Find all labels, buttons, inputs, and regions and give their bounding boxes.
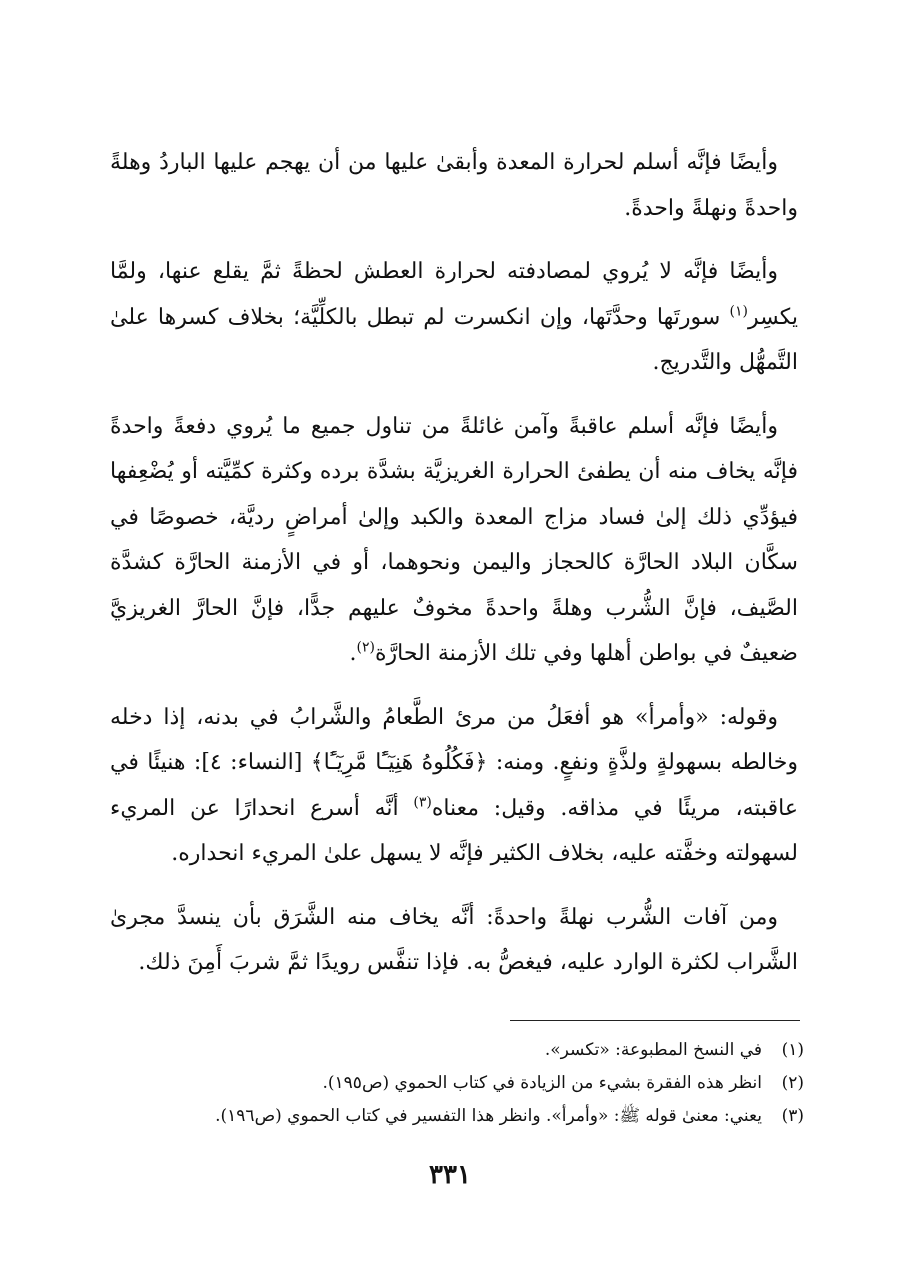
footnote-2 (110, 1067, 804, 1100)
footnote-1-number: (١) (781, 1040, 804, 1060)
paragraph-2-text-end: سورتَها وحدَّتَها، وإن انكسرت لم تبطل بالكلِّيَّة؛ بخلاف كسرها علىٰ التَّمهُّل والتَّدريج. (110, 304, 798, 375)
footnote-3-text: يعني: معنىٰ قوله ﷺ: «وأمرأ». وانظر هذا التفسير في كتاب الحموي (ص١٩٦). (215, 1106, 762, 1126)
paragraph-3-text-end: . (349, 641, 357, 666)
paragraph-3 (110, 404, 798, 677)
paragraph-4 (110, 695, 798, 877)
footnote-3 (110, 1100, 804, 1133)
footnote-divider (510, 1020, 800, 1021)
paragraph-3-text-start: وأيضًا فإنَّه أسلم عاقبةً وآمن غائلةً من تناول جميع ما يُروي دفعةً واحدةً فإنَّه يخاف منه أن يطفئ الحرارة الغريزيَّة بشدَّة برده وكثرة كمِّيَّته أو يُضْعِفها فيؤدِّي ذلك إلىٰ فساد مزاج المعدة والكبد وإلىٰ أمراضٍ رديَّة، خصوصًا في سكَّان البلاد الحارَّة كالحجاز واليمن ونحوهما، أو في الأزمنة الحارَّة كشدَّة الصَّيف، فإنَّ الشُّرب وهلةً واحدةً مخوفٌ عليهم جدًّا، فإنَّ الحارَّ الغريزيَّ ضعيفٌ في بواطن أهلها وفي تلك الأزمنة الحارَّة (110, 413, 798, 666)
paragraph-4-text-start: وقوله: «وأمرأ» هو أفعَلُ من مرئ الطَّعامُ والشَّرابُ في بدنه، إذا دخله وخالطه بسهولةٍ ولذَّةٍ ونفعٍ. ومنه: ﴿فَكُلُوهُ هَنِيٓـًٔا مَّرِيٓـًٔا﴾ [النساء: ٤]: هنيئًا في عاقبته، مريئًا في مذاقه. وقيل: معناه (110, 704, 798, 821)
paragraph-1 (110, 140, 798, 231)
page-number: ٣٣١ (429, 1160, 471, 1190)
paragraph-2-text-start: وأيضًا فإنَّه لا يُروي لمصادفته لحرارة العطش لحظةً ثمَّ يقلع عنها، ولمَّا يكسِر (110, 259, 798, 330)
footnote-marker-1: (١) (729, 303, 748, 320)
paragraph-5-text: ومن آفات الشُّرب نهلةً واحدةً: أنَّه يخاف منه الشَّرَق بأن ينسدَّ مجرىٰ الشَّراب لكثرة الوارد عليه، فيغصُّ به. فإذا تنفَّس رويدًا ثمَّ شربَ أَمِنَ ذلك. (110, 904, 798, 975)
main-text (110, 140, 798, 1004)
footnotes (110, 1034, 804, 1133)
footnote-3-number: (٣) (781, 1106, 804, 1126)
footnote-1-text: في النسخ المطبوعة: «تكسر». (544, 1040, 762, 1060)
paragraph-4-text-end: أنَّه أسرع انحدارًا عن المريء لسهولته وخفَّته عليه، بخلاف الكثير فإنَّه لا يسهل علىٰ المريء انحداره. (110, 795, 798, 866)
paragraph-2 (110, 249, 798, 386)
paragraph-1-text: وأيضًا فإنَّه أسلم لحرارة المعدة وأبقىٰ عليها من أن يهجم عليها الباردُ وهلةً واحدةً ونهلةً واحدةً. (110, 150, 798, 221)
footnote-1 (110, 1034, 804, 1067)
footnote-marker-2: (٢) (356, 639, 375, 656)
footnote-2-text: انظر هذه الفقرة بشيء من الزيادة في كتاب الحموي (ص١٩٥). (322, 1073, 762, 1093)
paragraph-5 (110, 895, 798, 986)
footnote-2-number: (٢) (781, 1073, 804, 1093)
footnote-marker-3: (٣) (413, 794, 432, 811)
